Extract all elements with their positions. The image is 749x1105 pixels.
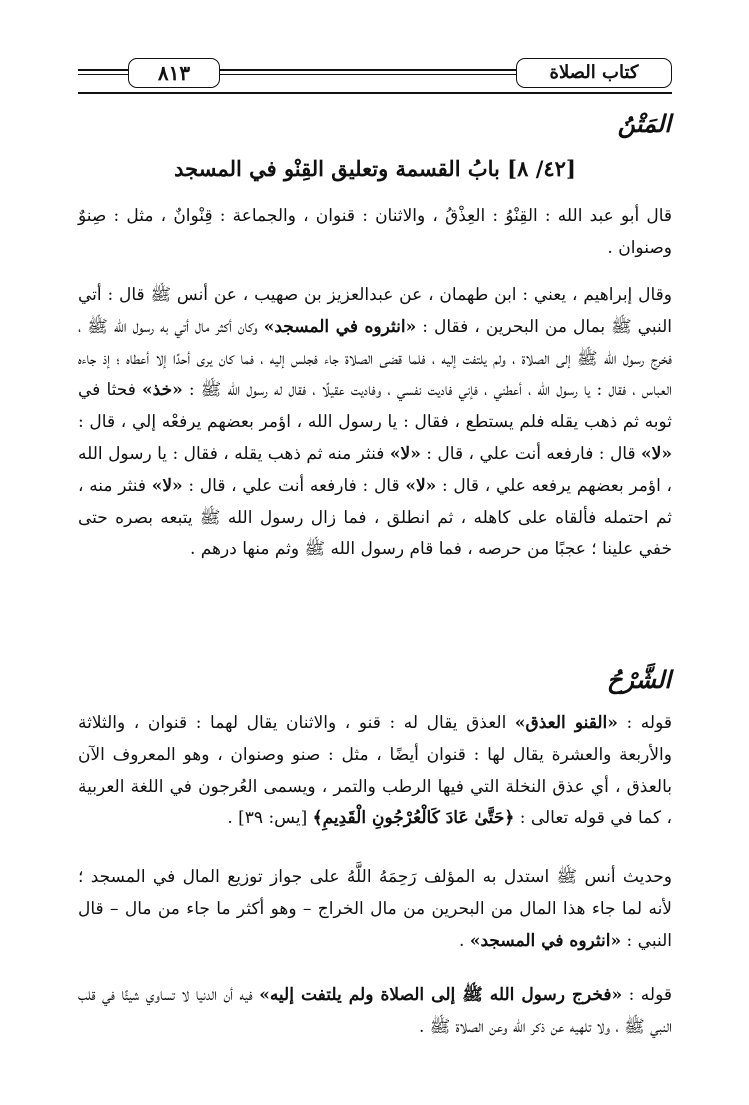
- header-rule: [220, 69, 516, 71]
- text-run: فيه أن الدنيا لا تساوي شيئًا في قلب النبي ﷺ ، ولا تلهيه عن ذكر الله وعن الصلاة ﷺ .: [78, 985, 672, 1037]
- quote: «لا»: [641, 443, 672, 464]
- text-run: العذق يقال له : قنو ، والاثنان يقال لهما : قنوان ، والثلاثة والأربعة والعشرة يقال لها : قنوان أيضًا ، مثل : صنو وصنوان ، وهو المعروف الآن بالعذق ، أي عذق النخلة التي فيها الرطب والتمر ، ويسمى العُرجون في اللغة العربية ، كما في قوله تعالى :: [78, 713, 672, 829]
- sharh-paragraph-2: [78, 862, 672, 957]
- header-rule: [78, 74, 128, 75]
- quote: «انثروه في المسجد»: [263, 316, 417, 337]
- text-run: قال أبو عبد الله : القِنْوُ : العِذْقُ ، والاثنان : قنوان ، والجماعة : قِنْوانٌ ، مثل : صِنوٌ وصنوان .: [78, 206, 672, 258]
- header-rule: [220, 74, 516, 75]
- text-run: [يس: ٣٩] .: [227, 808, 313, 829]
- sharh-label: الشَّرْحُ: [606, 665, 671, 694]
- sharh-paragraph-3: [78, 980, 672, 1044]
- text-run: قوله :: [622, 985, 672, 1005]
- quote: «انثروه في المسجد»: [469, 930, 622, 951]
- text-run: قوله :: [617, 713, 672, 733]
- quote: «لا»: [389, 443, 421, 464]
- text-run: فنثر منه ثم ذهب يقله ، فقال : يا رسول الله ، اؤمر بعضهم يرفعه علي ، قال :: [78, 443, 672, 496]
- quote: «لا»: [405, 475, 437, 496]
- book-title: كتاب الصلاة: [516, 58, 672, 88]
- page-header: [78, 58, 672, 94]
- page-number: ٨١٣: [128, 58, 220, 88]
- text-run: .: [459, 930, 470, 951]
- quote: «لا»: [151, 475, 183, 496]
- quote: «خذ»: [142, 380, 183, 401]
- text-run: فنثر منه ، ثم احتمله فألقاه على كاهله ، ثم انطلق ، فما زال رسول الله ﷺ يتبعه بصره حتى خفي علينا ؛ عجبًا من حرصه ، فما قام رسول الله ﷺ وثم منها درهم .: [78, 475, 672, 560]
- header-rule: [78, 69, 128, 71]
- text-run: قال : فارفعه أنت علي ، قال :: [182, 475, 406, 496]
- quote: «فخرج رسول الله ﷺ إلى الصلاة ولم يلتفت إليه»: [259, 985, 623, 1005]
- matn-paragraph-2: [78, 280, 672, 566]
- quote: «القنو العذق»: [514, 713, 618, 733]
- text-run: وقال إبراهيم ، يعني : ابن طهمان ، عن عبدالعزيز بن صهيب ، عن أنس ﷺ قال : أتي النبي ﷺ بمال من البحرين ، فقال :: [78, 285, 672, 337]
- matn-label: المَتْنُ: [617, 109, 671, 138]
- chapter-title: [٤٢/ ٨] بابُ القسمة وتعليق القِنْو في المسجد: [174, 156, 576, 181]
- text-run: فحثا في ثوبه ثم ذهب يقله فلم يستطع ، فقال : يا رسول الله ، اؤمر بعضهم يرفعْه إلي ، قال :: [78, 380, 672, 433]
- text-run: وكان أكثر مال أتي به رسول الله ﷺ ، فخرج رسول الله ﷺ إلى الصلاة ، ولم يلتفت إليه ، فلما قضى الصلاة جاء فجلس إليه ، فما كان يرى أحدًا إلا أعطاه ؛ إذ جاءه العباس ، فقال : يا رسول الله ، أعطني ، فإني فاديت نفسي ، وفاديت عقيلًا ، فقال له رسول الله ﷺ :: [78, 316, 673, 401]
- text-run: وحديث أنس ﷺ استدل به المؤلف رَحِمَهُ اللَّهُ على جواز توزيع المال في المسجد ؛ لأنه لما جاء هذا المال من البحرين من مال الخراج – وهو أكثر ما جاء من مال – قال النبي :: [78, 867, 672, 951]
- matn-paragraph-1: [78, 201, 672, 265]
- quran-verse: ﴿حَتَّىٰ عَادَ كَالْعُرْجُونِ الْقَدِيمِ﴾: [312, 808, 515, 829]
- header-underline: [78, 92, 672, 94]
- text-run: قال : فارفعه أنت علي ، قال :: [420, 443, 642, 464]
- sharh-paragraph-1: [78, 708, 672, 835]
